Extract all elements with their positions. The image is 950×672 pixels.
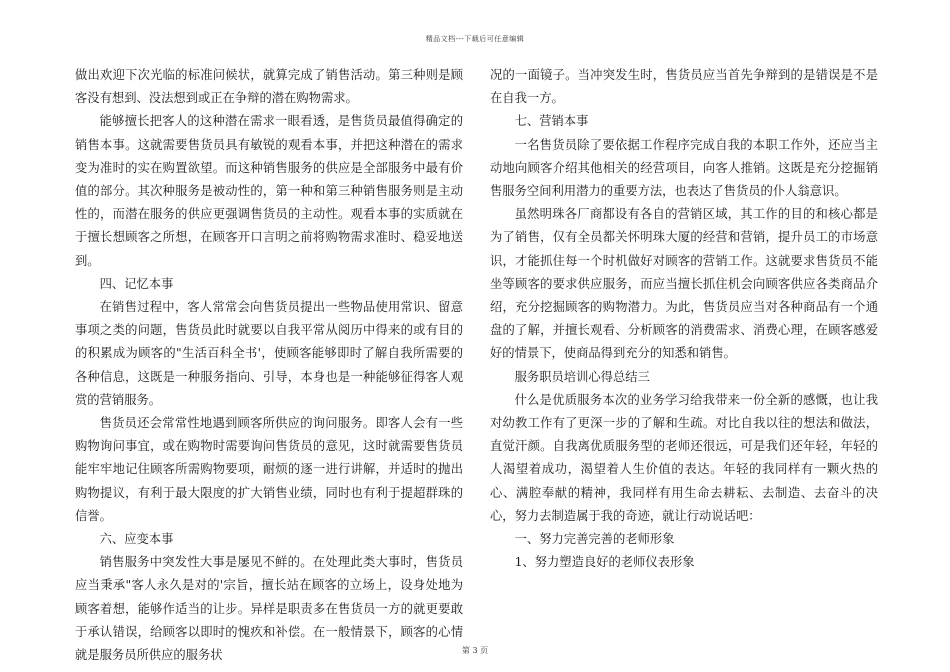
page-number: 第 3 页 (461, 646, 489, 655)
page-header: 精品文档---下载后可任意编辑 (425, 35, 525, 43)
section-heading: 四、记忆本事 (99, 276, 174, 291)
left-column (75, 64, 463, 667)
body-paragraph: 能够擅长把客人的这种潜在需求一眼看透，是售货员最值得确定的销售本事。这就需要售货员具有敏锐的观看本事，并把这种潜在的需求变为准时的实在购置欲望。而这种销售服务的供应是全部服务中最有价值的部分。其次种服务是被动性的，第一种和第三种销售服务则是主动性的，而潜在服务的供应更强调售货员的主动性。观看本事的实质就在于擅长想顾客之所想，在顾客开口言明之前将购物需求准时、稳妥地送到。 (75, 114, 463, 268)
body-paragraph: 况的一面镜子。当冲突发生时，售货员应当首先争辩到的是错误是不是在自我一方。 (490, 68, 878, 106)
body-paragraph: 销售服务中突发性大事是屡见不鲜的。在处理此类大事时，售货员应当秉承"客人永久是对的'宗旨，擅长站在顾客的立场上，设身处地为顾客着想，能够作适当的让步。异样是职责多在售货员一方的就更要敢于承认错误，给顾客以即时的愧疚和补偿。在一般情景下，顾客的心情就是服务员所供应的服务状 (75, 555, 463, 663)
right-column (490, 64, 878, 574)
body-paragraph: 做出欢迎下次光临的标准问候状，就算完成了销售活动。第三种则是顾客没有想到、没法想到或正在争辩的潜在购物需求。 (75, 68, 463, 106)
body-paragraph: 在销售过程中，客人常常会向售货员提出一些物品使用常识、留意事项之类的问题，售货员此时就要以自我平常从阅历中得来的或有目的的积累成为顾客的"生活百科全书'，使顾客能够即时了解自我所需要的各种信息，这既是一种服务指向、引导，本身也是一种能够征得客人观赏的营销服务。 (75, 300, 463, 407)
section-heading: 六、应变本事 (99, 532, 174, 547)
body-paragraph: 虽然明珠各厂商都设有各自的营销区域，其工作的目的和核心都是为了销售，仅有全员都关怀明珠大厦的经营和营销，提升员工的市场意识，才能抓住每一个时机做好对顾客的营销工作。这就要求售货员不能坐等顾客的要求供应服务，而应当擅长抓住机会向顾客供应各类商品介绍，充分挖掘顾客的购物潜力。为此，售货员应当对各种商品有一个通盘的了解，并擅长观看、分析顾客的消费需求、消费心理，在顾客感爱好的情景下，使商品得到充分的知悉和销售。 (490, 207, 878, 361)
body-paragraph: 什么是优质服务本次的业务学习给我带来一份全新的感慨，也让我对幼教工作有了更深一步的了解和生疏。对比自我以往的想法和做法，直觉汗颜。自我离优质服务型的老师还很远，可是我们还年轻，年轻的人渴望着成功，渴望着人生价值的表达。年轻的我同样有一颗火热的心、满腔奉献的精神，我同样有用生命去耕耘、去制造、去奋斗的决心，努力去制造属于我的奇迹，就让行动说话吧： (490, 392, 878, 523)
body-paragraph: 一名售货员除了要依据工作程序完成自我的本职工作外，还应当主动地向顾客介绍其他相关的经营项目，向客人推销。这既是充分挖掘销售服务空间利用潜力的重要方法，也表达了售货员的仆人翁意识。 (490, 137, 878, 199)
section-heading: 1、努力塑造良好的老师仪表形象 (514, 555, 695, 570)
section-heading: 七、营销本事 (514, 114, 589, 129)
body-paragraph: 售货员还会常常性地遇到顾客所供应的询问服务。即客人会有一些购物询问事宜，或在购物时需要询问售货员的意见，这时就需要售货员能牢牢地记住顾客所需购物要项，耐烦的逐一进行讲解，并适时的抛出购物提议，有利于最大限度的扩大销售业绩，同时也有利于提超群珠的信誉。 (75, 416, 463, 523)
section-heading: 一、努力完善完善的老师形象 (514, 532, 675, 547)
section-heading: 服务职员培训心得总结三 (514, 369, 650, 384)
